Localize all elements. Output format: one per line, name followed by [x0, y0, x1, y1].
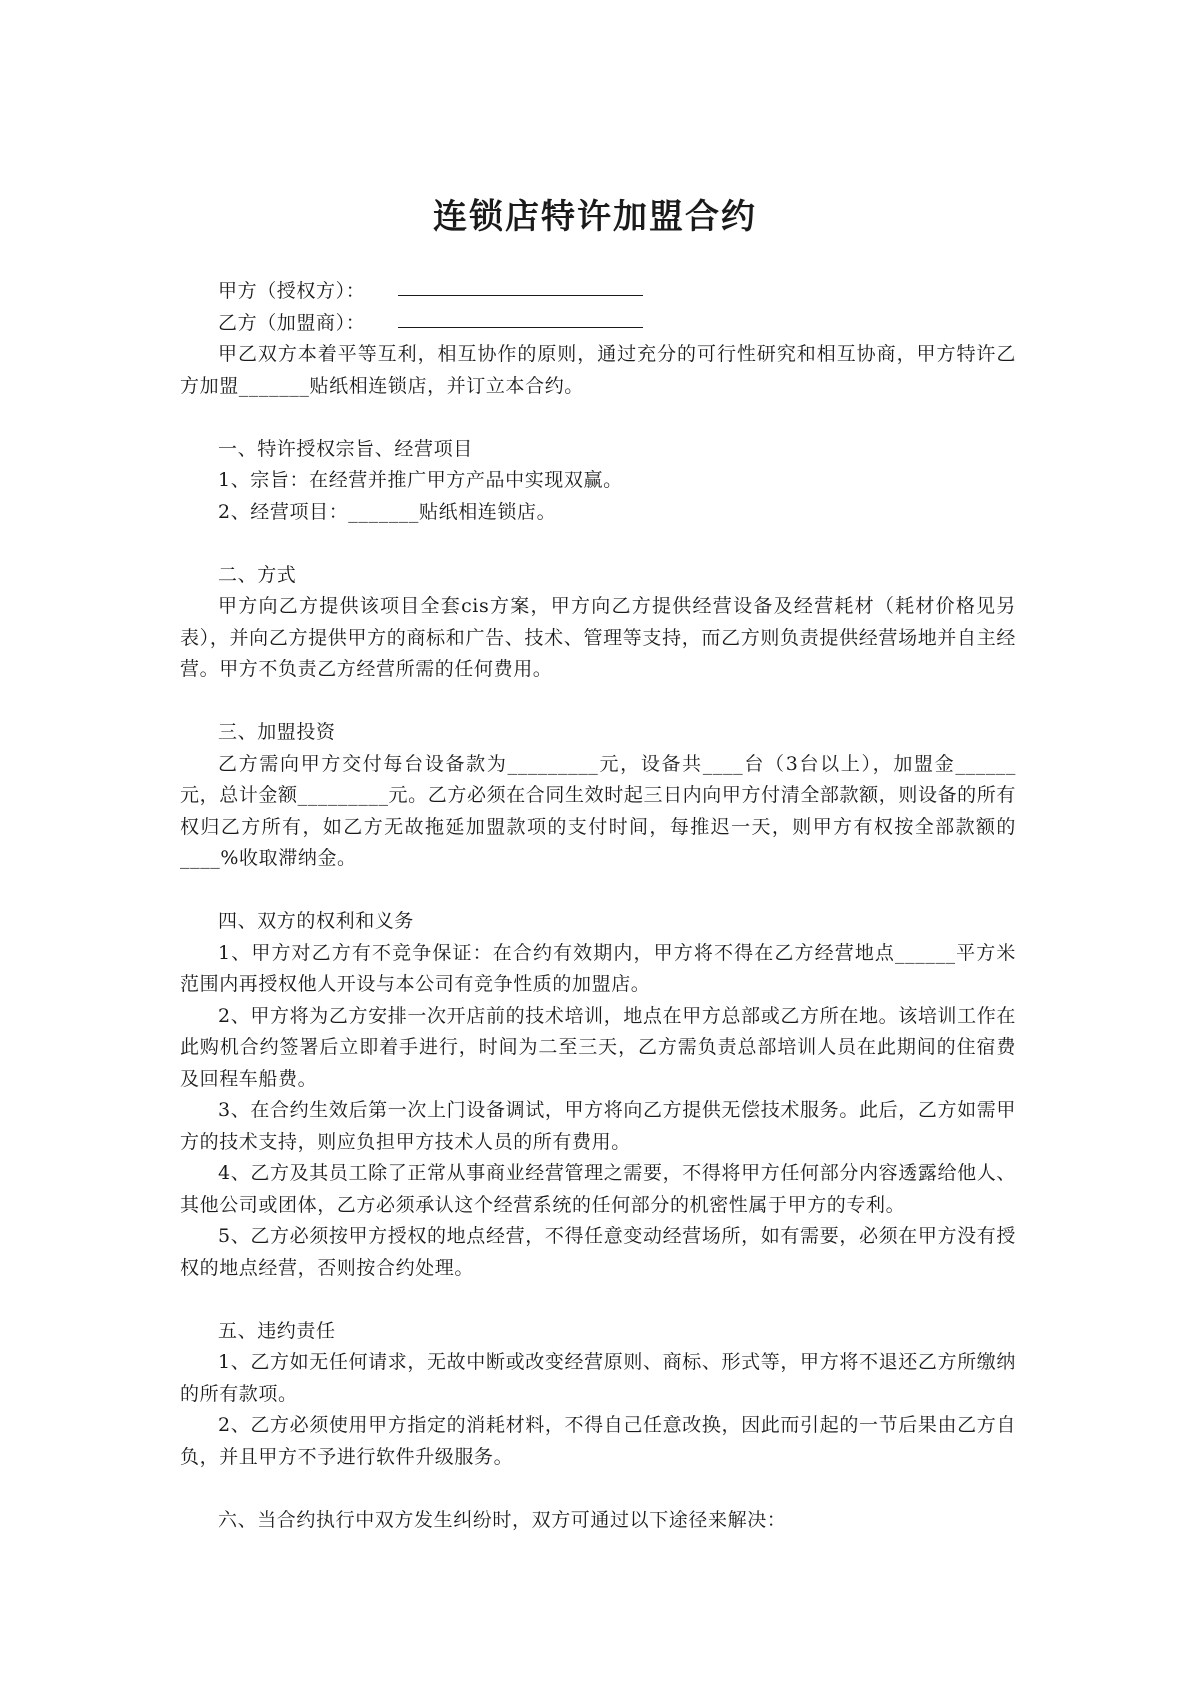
- section-4-item: 5、乙方必须按甲方授权的地点经营，不得任意变动经营场所，如有需要，必须在甲方没有授权的地点经营，否则按合约处理。: [180, 1225, 1016, 1279]
- party-a-blank: [398, 276, 643, 296]
- section-3-body: 乙方需向甲方交付每台设备款为_________元，设备共____台（3台以上），加盟金______元，总计金额_________元。乙方必须在合同生效时起三日内向甲方付清全部款额，则设备的所有权归乙方所有，如乙方无故拖延加盟款项的支付时间，每推迟一天，则甲方有权按全部款额的____%收取滞纳金。: [180, 752, 1016, 869]
- intro-paragraph: 甲乙双方本着平等互利，相互协作的原则，通过充分的可行性研究和相互协商，甲方特许乙方加盟_______贴纸相连锁店，并订立本合约。: [180, 343, 1016, 397]
- section-5-item: 1、乙方如无任何请求，无故中断或改变经营原则、商标、形式等，甲方将不退还乙方所缴纳的所有款项。: [180, 1351, 1016, 1405]
- section-4-item: 4、乙方及其员工除了正常从事商业经营管理之需要，不得将甲方任何部分内容透露给他人、其他公司或团体，乙方必须承认这个经营系统的任何部分的机密性属于甲方的专利。: [180, 1162, 1016, 1216]
- party-b-blank: [398, 308, 643, 328]
- section-4-heading: 四、双方的权利和义务: [218, 910, 415, 932]
- document-body: [180, 276, 1016, 1536]
- document-title: 连锁店特许加盟合约: [433, 197, 757, 237]
- section-4-item: 1、甲方对乙方有不竞争保证：在合约有效期内，甲方将不得在乙方经营地点______平方米范围内再授权他人开设与本公司有竞争性质的加盟店。: [180, 941, 1016, 995]
- section-5-item: 2、乙方必须使用甲方指定的消耗材料，不得自己任意改换，因此而引起的一节后果由乙方自负，并且甲方不予进行软件升级服务。: [180, 1414, 1016, 1468]
- party-a-label: 甲方（授权方）：: [218, 280, 366, 302]
- section-1-item: 1、宗旨：在经营并推广甲方产品中实现双赢。: [218, 469, 623, 491]
- section-2-heading: 二、方式: [218, 563, 297, 586]
- section-4-item: 3、在合约生效后第一次上门设备调试，甲方将向乙方提供无偿技术服务。此后，乙方如需甲方的技术支持，则应负担甲方技术人员的所有费用。: [180, 1099, 1016, 1153]
- section-4-item: 2、甲方将为乙方安排一次开店前的技术培训，地点在甲方总部或乙方所在地。该培训工作在此购机合约签署后立即着手进行，时间为二至三天，乙方需负责总部培训人员在此期间的住宿费及回程车船费。: [180, 1004, 1016, 1090]
- party-b-row: [180, 308, 1016, 340]
- section-3-heading: 三、加盟投资: [218, 721, 336, 743]
- party-a-row: [180, 276, 1016, 308]
- party-b-label: 乙方（加盟商）：: [218, 311, 366, 334]
- section-2-body: 甲方向乙方提供该项目全套cis方案，甲方向乙方提供经营设备及经营耗材（耗材价格见另表），并向乙方提供甲方的商标和广告、技术、管理等支持，而乙方则负责提供经营场地并自主经营。甲方不负责乙方经营所需的任何费用。: [180, 595, 1016, 680]
- section-5-heading: 五、违约责任: [218, 1319, 336, 1342]
- section-1-item: 2、经营项目：_______贴纸相连锁店。: [218, 500, 557, 523]
- section-1-heading: 一、特许授权宗旨、经营项目: [218, 437, 473, 460]
- section-6-heading: 六、当合约执行中双方发生纠纷时，双方可通过以下途径来解决：: [218, 1508, 787, 1531]
